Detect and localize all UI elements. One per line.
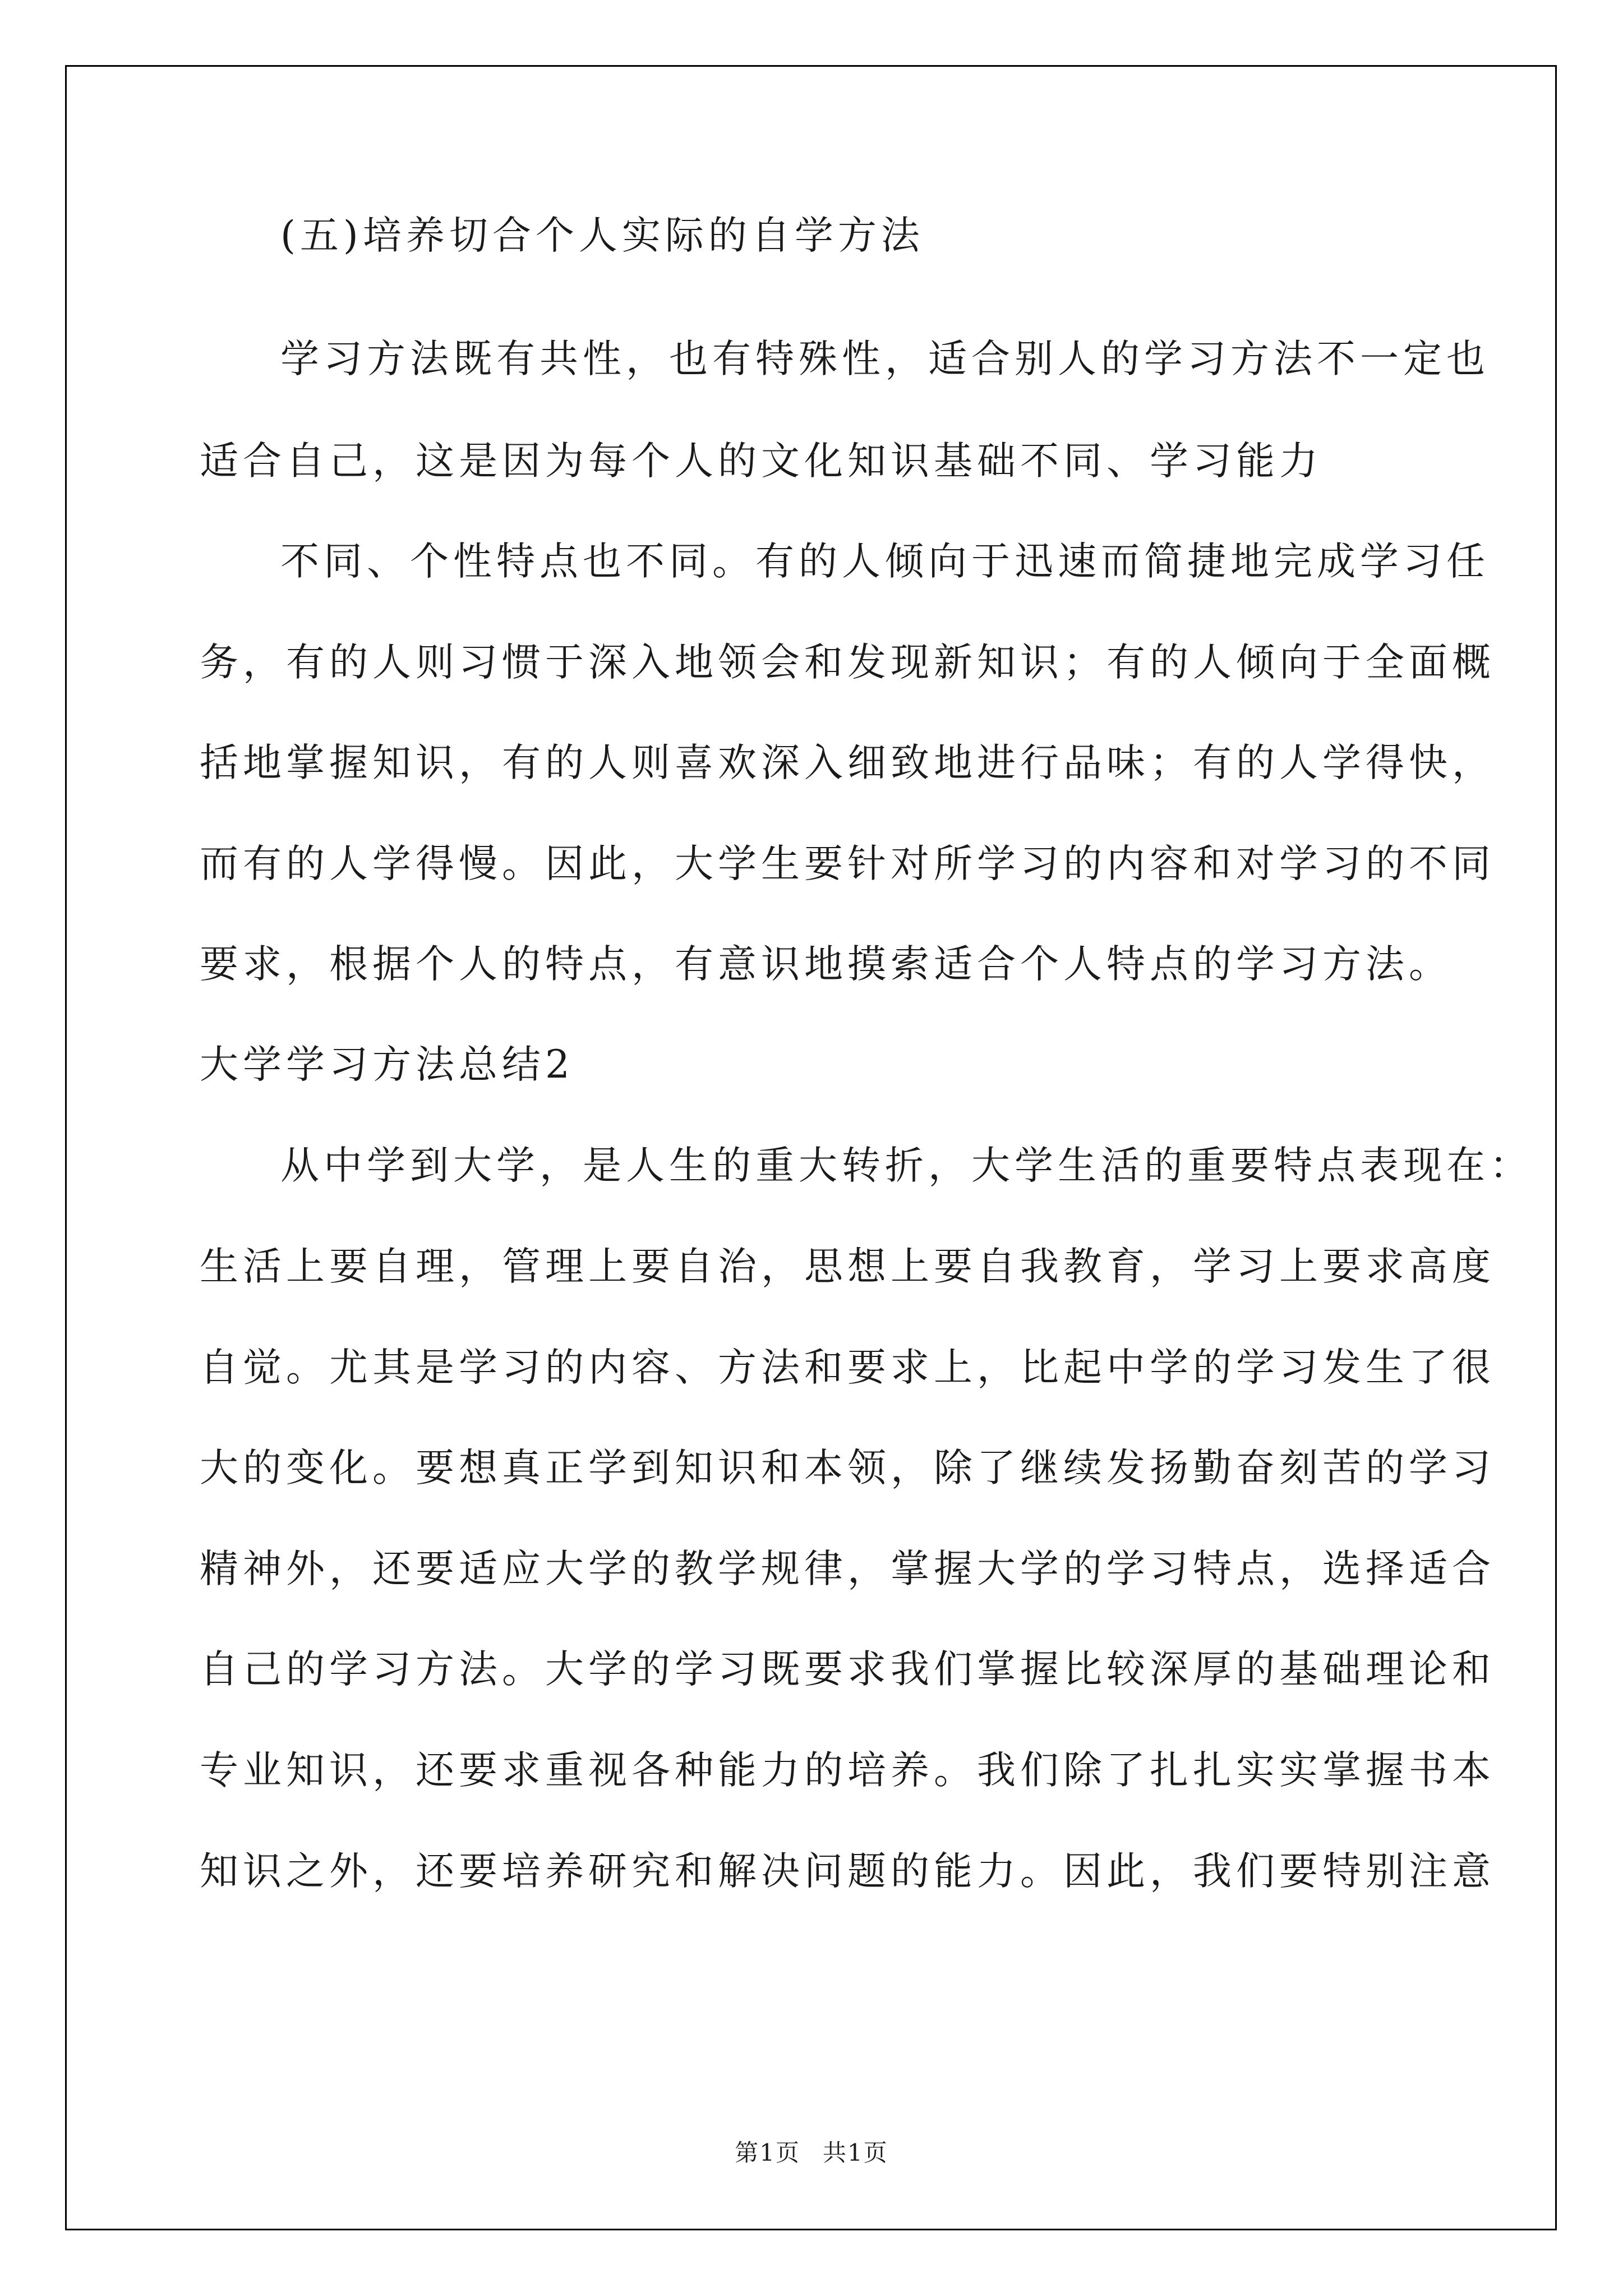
paragraph-line: 适合自己，这是因为每个人的文化知识基础不同、学习能力 [200, 439, 1322, 484]
paragraph-line: 务，有的人则习惯于深入地领会和发现新知识；有的人倾向于全面概 [200, 640, 1495, 685]
paragraph-line: 大的变化。要想真正学到知识和本领，除了继续发扬勤奋刻苦的学习 [200, 1446, 1495, 1490]
paragraph-line: 精神外，还要适应大学的教学规律，掌握大学的学习特点，选择适合 [200, 1547, 1495, 1591]
paragraph-line: 括地掌握知识，有的人则喜欢深入细致地进行品味；有的人学得快， [200, 740, 1495, 785]
paragraph-line: 自觉。尤其是学习的内容、方法和要求上，比起中学的学习发生了很 [200, 1345, 1495, 1390]
paragraph-line: 自己的学习方法。大学的学习既要求我们掌握比较深厚的基础理论和 [200, 1647, 1495, 1692]
paragraph-line: 从中学到大学，是人生的重大转折，大学生活的重要特点表现在： [280, 1143, 1533, 1188]
paragraph-line: 专业知识，还要求重视各种能力的培养。我们除了扎扎实实掌握书本 [200, 1748, 1495, 1793]
section-heading: (五)培养切合个人实际的自学方法 [280, 213, 924, 258]
paragraph-line: 学习方法既有共性，也有特殊性，适合别人的学习方法不一定也 [280, 337, 1490, 381]
paragraph-line: 要求，根据个人的特点，有意识地摸索适合个人特点的学习方法。 [200, 942, 1452, 987]
article-title: 大学学习方法总结2 [200, 1042, 574, 1087]
paragraph-line: 而有的人学得慢。因此，大学生要针对所学习的内容和对学习的不同 [200, 841, 1495, 886]
paragraph-line: 生活上要自理，管理上要自治，思想上要自我教育，学习上要求高度 [200, 1244, 1495, 1289]
paragraph-line: 不同、个性特点也不同。有的人倾向于迅速而简捷地完成学习任 [280, 539, 1490, 584]
paragraph-line: 知识之外，还要培养研究和解决问题的能力。因此，我们要特别注意 [200, 1849, 1495, 1894]
page-footer [0, 2136, 1623, 2170]
page-total: 共1页 [823, 2139, 888, 2166]
page-number: 第1页 [735, 2139, 800, 2166]
